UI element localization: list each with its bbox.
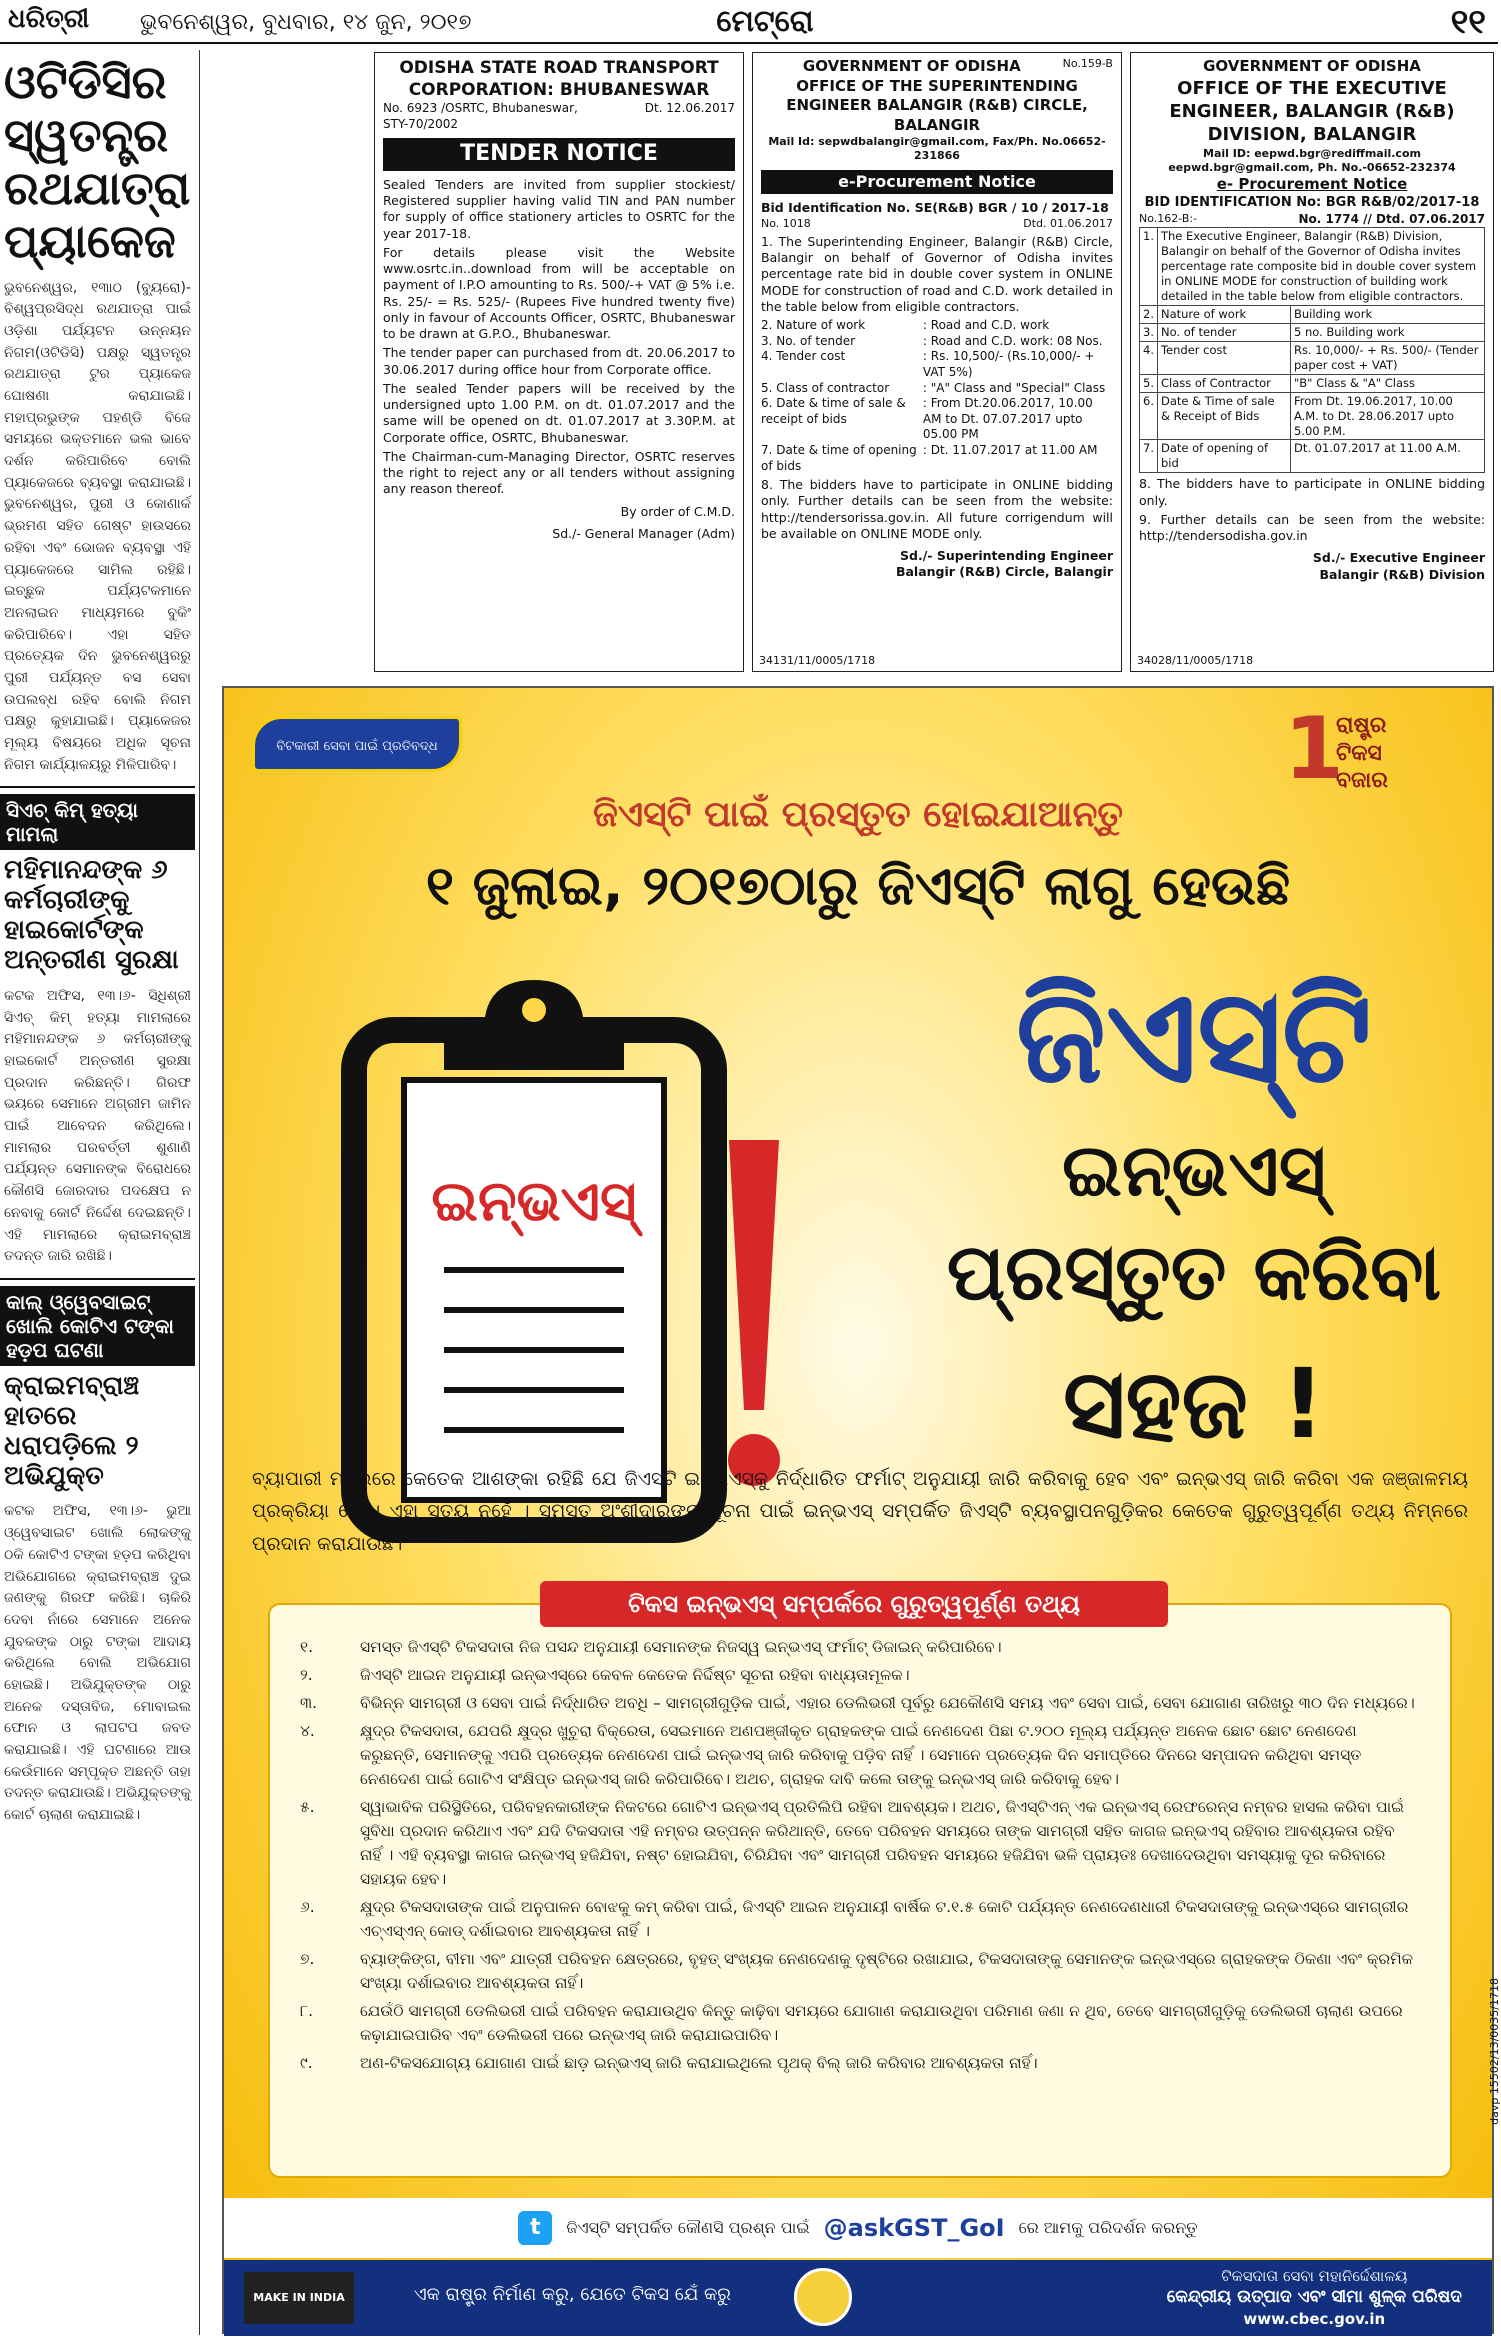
make-in-india-logo: MAKE IN INDIA xyxy=(244,2272,354,2324)
ad-headline: ୧ ଜୁଲାଇ, ୨୦୧୭ଠାରୁ ଜିଏସ୍‌ଟି ଲାଗୁ ହେଉଛି xyxy=(425,854,1291,917)
story3-body: କଟକ ଅଫିସ, ୧୩।୬- ଭୁଆ ଓ୍ୱେବସାଇଟ ଖୋଲି ଲୋକଙ୍କୁ ଠକି କୋଟିଏ ଟଙ୍କା ହଡ଼ପ କରିଥିବା ଅଭିଯୋଗରେ କ୍ରାଇମବ୍ରାଞ୍ଚ ଦୁଇ ଜଣଙ୍କୁ ଗିରଫ କରିଛି। ଚାକିରି ଦେବା ନାଁରେ ସେମାନେ ଅନେକ ଯୁବକଙ୍କ ଠାରୁ ଟଙ୍କା ଆଦାୟ କରିଥିଲେ ବୋଲି ଅଭିଯୋଗ ହୋଇଛି। ଅଭିଯୁକ୍ତଙ୍କ ଠାରୁ ଅନେକ ଦସ୍ତାବିଜ, ମୋବାଇଲ ଫୋନ ଓ ଲାପଟପ ଜବତ କରାଯାଇଛି। ଏହି ଘଟଣାରେ ଆଉ କେଉଁମାନେ ସମ୍ପୃକ୍ତ ଅଛନ୍ତି ତାହା ତଦନ୍ତ କରାଯାଉଛି। ଅଭିଯୁକ୍ତଙ୍କୁ କୋର୍ଟ ଚାଲାଣ କରାଯାଇଛି। xyxy=(4,1503,191,1824)
tender3-signature2: Balangir (R&B) Division xyxy=(1319,566,1485,582)
tender3-row-label: Date & Time of sale & Receipt of Bids xyxy=(1157,392,1290,440)
fact-item xyxy=(300,1795,1420,1891)
one-nation-tax-logo xyxy=(1276,699,1466,806)
tender3-table-row xyxy=(1140,341,1485,374)
big-prepare: ପ୍ରସ୍ତୁତ କରିବା xyxy=(946,1228,1442,1318)
tender-notice-osrtc xyxy=(374,52,744,672)
big-invoice: ଇନ୍‌ଭଏସ୍ xyxy=(1062,1128,1326,1212)
fact-number: ୩. xyxy=(300,1694,318,1713)
logo-line2: ଟିକସ xyxy=(1336,740,1382,766)
story2-headline: ମହିମାନନ୍ଦଙ୍କ ୬ କର୍ମଚାରୀଙ୍କୁ ହାଇକୋର୍ଟଙ୍କ ଅନ୍ତରୀଣ ସୁରକ୍ଷା xyxy=(4,855,179,976)
tender1-sty: STY-70/2002 xyxy=(383,116,459,131)
tender2-detail-row xyxy=(761,396,1113,443)
fact-number: ୯. xyxy=(300,2054,313,2073)
twitter-handle[interactable]: @askGST_GoI xyxy=(823,2214,1005,2242)
cbec-emblem-icon xyxy=(794,2268,852,2326)
tender3-row-num: 7. xyxy=(1140,440,1158,473)
fact-text: ବ୍ୟାଙ୍କିଙ୍ଗ, ବୀମା ଏବଂ ଯାତ୍ରୀ ପରିବହନ କ୍ଷେତ୍ରରେ, ବୃହତ୍ ସଂଖ୍ୟକ ନେଣଦେଣକୁ ଦୃଷ୍ଟିରେ ରଖାଯାଇ, ଟିକସଦାତାଙ୍କୁ ସେମାନଙ୍କ ଇନ୍‌ଭଏସ୍‌ରେ ଗ୍ରାହକଙ୍କ ଠିକଣା ଏବଂ କ୍ରମିକ ସଂଖ୍ୟା ଦର୍ଶାଇବାର ଆବଶ୍ୟକତା ନାହିଁ। xyxy=(360,1950,1414,1993)
tender2-detail-value: : "A" Class and "Special" Class xyxy=(922,380,1106,395)
story2-kicker: ସିଏଚ୍ କିମ୍ ହତ୍ୟା ମାମଲା xyxy=(0,794,195,850)
tender-notice-se-balangir xyxy=(752,52,1122,672)
tender2-detail-value: : Road and C.D. work xyxy=(922,318,1050,333)
twitter-bar xyxy=(224,2198,1492,2258)
tender2-detail-value: : From Dt.20.06.2017, 10.00 AM to Dt. 07.07.2017 upto 05.00 PM xyxy=(922,396,1093,442)
fact-number: ୭. xyxy=(300,1950,315,1969)
section-title: ମେଟ୍ରୋ xyxy=(700,4,830,39)
fact-number: ୨. xyxy=(300,1666,313,1685)
tender2-detail-label: 6. Date & time of sale & receipt of bids xyxy=(761,396,906,426)
tender1-para3: The tender paper can purchased from dt. 20.06.2017 to 30.06.2017 during office hour from Corporate office. xyxy=(383,345,735,377)
tender2-date: Dtd. 01.06.2017 xyxy=(1023,216,1113,230)
tender2-detail-row xyxy=(761,318,1113,334)
fact-number: ୬. xyxy=(300,1898,315,1917)
fact-item xyxy=(300,1719,1420,1791)
tender2-detail-row xyxy=(761,381,1113,397)
tender2-para8: 8. The bidders have to participate in ONLINE bidding only. Further details can be seen from the website: http://tendersorissa.gov.in. All future corrigendum will be available on ONLINE MODE only. xyxy=(761,477,1113,541)
fact-item xyxy=(300,1635,1420,1659)
tender1-para2: For details please visit the Website www.osrtc.in..download from will be acceptable on payment of I.P.O amounting to Rs. 500/-+ VAT @ 5% i.e. Rs. 25/- = Rs. 525/- (Rupees Five hundred twenty five) only in favour of Accounts Officer, OSRTC, Bhubaneswar to be drawn at G.P.O., Bhubaneswar. xyxy=(383,244,735,342)
tender3-row-num: 5. xyxy=(1140,374,1158,392)
tender2-gov: GOVERNMENT OF ODISHA xyxy=(802,57,1021,75)
ad-intro: ବ୍ୟାପାରୀ ମହଲରେ କେତେକ ଆଶଙ୍କା ରହିଛି ଯେ ଜିଏସ୍‌ଟି ଇନ୍‌ଭଏସ୍‌କୁ ନିର୍ଦ୍ଧାରିତ ଫର୍ମାଟ୍ ଅନୁଯାୟୀ ଜାରି କରିବାକୁ ହେବ ଏବଂ ଇନ୍‌ଭଏସ୍ ଜାରି କରିବା ଏକ ଜଞ୍ଜାଳମୟ ପ୍ରକ୍ରିୟା ହେବ। ଏହା ସତ୍ୟ ନୁହେଁ । ସମସ୍ତ ଅଂଶୀଦାରଙ୍କ ସୂଚନା ପାଇଁ ଇନ୍‌ଭଏସ୍ ସମ୍ପର୍କିତ ଜିଏସ୍‌ଟି ବ୍ୟବସ୍ଥାପନଗୁଡ଼ିକର କେତେକ ଗୁରୁତ୍ୱପୂର୍ଣ୍ଣ ତଥ୍ୟ ନିମ୍ନରେ ପ୍ରଦାନ କରାଯାଉଛି। xyxy=(252,1468,1468,1555)
fact-item xyxy=(300,1895,1420,1943)
tender2-top-row xyxy=(761,57,1113,77)
tender3-row-value: "B" Class & "A" Class xyxy=(1290,374,1484,392)
tender3-table-row xyxy=(1140,440,1485,473)
tender2-number: No. 1018 xyxy=(761,216,811,230)
tender3-mail1: Mail ID: eepwd.bgr@rediffmail.com xyxy=(1203,146,1421,160)
fact-text: ସ୍ୱାଭାବିକ ପରିସ୍ଥିତିରେ, ପରିବହନକାରୀଙ୍କ ନିକଟରେ ଗୋଟିଏ ଇନ୍‌ଭଏସ୍ ପ୍ରତିଲିପି ରହିବା ଆବଶ୍ୟକ। ଅଥଚ, ଜିଏସ୍‌ଟିଏନ୍ ଏକ ଇନ୍‌ଭଏସ୍ ରେଫରେନ୍ସ ନମ୍ବର ହାସଲ କରିବା ପାଇଁ ସୁବିଧା ପ୍ରଦାନ କରିଥାଏ ଏବଂ ଯଦି ଟିକସଦାତା ଏହି ନମ୍ବର ଉତ୍ପନ୍ନ କରିଥାନ୍ତି, ତେବେ ପରିବହନ ସମୟରେ ତାଙ୍କ ସାମଗ୍ରୀ ସହିତ କାଗଜ ଇନ୍‌ଭଏସ୍ ରହିବାର ଆବଶ୍ୟକତା ରହିବ ନାହିଁ । ଏହି ବ୍ୟବସ୍ଥା କାଗଜ ଇନ୍‌ଭଏସ୍ ହଜିଯିବା, ନଷ୍ଟ ହୋଇଯିବା, ଚିରିଯିବା ଏବଂ ସାମଗ୍ରୀ ପରିବହନ ସମୟରେ ହଜିଯିବା ଭଳି ପ୍ରାୟତଃ ଦେଖାଦେଉଥିବା ସମସ୍ୟାକୁ ଦୂର କରିବାରେ ସହାୟକ ହେବ। xyxy=(360,1798,1405,1889)
tender2-details xyxy=(761,318,1113,474)
tender3-para8: 8. The bidders have to participate in ONLINE bidding only. xyxy=(1139,476,1485,508)
tender3-number-row xyxy=(1139,212,1485,228)
fact-text: କ୍ଷୁଦ୍ର ଟିକସଦାତା, ଯେପରି କ୍ଷୁଦ୍ର ଖୁଚୁରା ବିକ୍ରେତା, ସେଇମାନେ ଅଣପଞ୍ଜୀକୃତ ଗ୍ରାହକଙ୍କ ପାଇଁ ନେଣଦେଣ ପିଛା ଟ.୨୦୦ ମୂଲ୍ୟ ପର୍ଯ୍ୟନ୍ତ ଅନେକ ଛୋଟ ଛୋଟ ନେଣଦେଣ କରୁଛନ୍ତି, ସେମାନଙ୍କୁ ଏପରି ପ୍ରତ୍ୟେକ ନେଣଦେଣ ପାଇଁ ଇନ୍‌ଭଏସ୍ ଜାରି କରିବାକୁ ପଡ଼ିବ ନାହିଁ । ସେମାନେ ପ୍ରତ୍ୟେକ ଦିନ ସମାପ୍ତିରେ ଦିନରେ ସମ୍ପାଦନ କରିଥିବା ସମସ୍ତ ନେଣଦେଣ ପାଇଁ ଗୋଟିଏ ସଂକ୍ଷିପ୍ତ ଇନ୍‌ଭଏସ୍ ଜାରି କରିପାରିବେ। ଅଥଚ, ଗ୍ରାହକ ଦାବି କଲେ ତାଙ୍କୁ ଇନ୍‌ଭଏସ୍ ଜାରି କରିବାକୁ ହେବ। xyxy=(360,1722,1362,1789)
tender3-intro-row xyxy=(1140,228,1485,306)
tender3-row-label: Class of Contractor xyxy=(1157,374,1290,392)
tender3-row-num: 3. xyxy=(1140,323,1158,341)
tender2-detail-row xyxy=(761,334,1113,350)
tender2-number-row xyxy=(761,217,1113,231)
tender2-detail-label: 4. Tender cost xyxy=(761,349,846,364)
tender2-signature2: Balangir (R&B) Circle, Balangir xyxy=(895,564,1113,580)
fact-number: ୫. xyxy=(300,1798,315,1817)
twitter-text: ଜିଏସ୍‌ଟି ସମ୍ପର୍କିତ କୌଣସି ପ୍ରଶ୍ନ ପାଇଁ xyxy=(566,2218,810,2237)
tender3-mail2: eepwd.bgr@gmail.com, Ph. No.-06652-232374 xyxy=(1168,160,1456,174)
fact-item xyxy=(300,1663,1420,1687)
story1-body: ଭୁବନେଶ୍ୱର, ୧୩ାଠ (ବ୍ୟୁରୋ)- ବିଶ୍ୱପ୍ରସିଦ୍ଧ ରଥଯାତ୍ରା ପାଇଁ ଓଡ଼ିଶା ପର୍ଯ୍ୟଟନ ଉନ୍ନୟନ ନିଗମ(ଓଟିଡିସି) ପକ୍ଷରୁ ସ୍ୱତନ୍ତ୍ର ରଥଯାତ୍ରା ଟୁର ପ୍ୟାକେଜ ଘୋଷଣା କରାଯାଇଛି। ମହାପ୍ରଭୁଙ୍କ ପହଣ୍ଡି ବିଜେ ସମୟରେ ଭକ୍ତମାନେ ଭଲ ଭାବେ ଦର୍ଶନ କରିପାରିବେ ବୋଲି ପ୍ୟାକେଜରେ ବ୍ୟବସ୍ଥା କରାଯାଇଛି। ଭୁବନେଶ୍ୱର, ପୁରୀ ଓ କୋଣାର୍କ ଭ୍ରମଣ ସହିତ ଗେଷ୍ଟ ହାଉସରେ ରହିବା ଏବଂ ଭୋଜନ ବ୍ୟବସ୍ଥା ଏହି ପ୍ୟାକେଜରେ ସାମିଲ ରହିଛି। ଇଚ୍ଛୁକ ପର୍ଯ୍ୟଟକମାନେ ଅନଲାଇନ ମାଧ୍ୟମରେ ବୁକିଂ କରିପାରିବେ। ଏହା ସହିତ ପ୍ରତ୍ୟେକ ଦିନ ଭୁବନେଶ୍ୱରରୁ ପୁରୀ ପର୍ଯ୍ୟନ୍ତ ବସ ସେବା ଉପଲବ୍ଧ ରହିବ ବୋଲି ନିଗମ ପକ୍ଷରୁ କୁହାଯାଇଛି। ପ୍ୟାକେଜର ମୂଲ୍ୟ ବିଷୟରେ ଅଧିକ ସୂଚନା ନିଗମ କାର୍ଯ୍ୟାଳୟରୁ ମିଳିପାରିବ। xyxy=(4,279,191,773)
tender3-row-value: Dt. 01.07.2017 at 11.00 A.M. xyxy=(1290,440,1484,473)
tender1-org-line1: ODISHA STATE ROAD TRANSPORT xyxy=(399,58,719,78)
fact-text: ବିଭିନ୍ନ ସାମଗ୍ରୀ ଓ ସେବା ପାଇଁ ନିର୍ଦ୍ଧାରିତ ଅବଧି – ସାମଗ୍ରୀଗୁଡ଼ିକ ପାଇଁ, ଏହାର ଡେଲିଭରୀ ପୂର୍ବରୁ ଯେକୌଣସି ସମୟ ଏବଂ ସେବା ପାଇଁ, ସେବା ଯୋଗାଣ ତାରିଖରୁ ୩୦ ଦିନ ମଧ୍ୟରେ। xyxy=(360,1694,1415,1713)
story1-headline: ଓଟିଡିସିର ସ୍ୱତନ୍ତ୍ର ରଥଯାତ୍ରା ପ୍ୟାକେଜ xyxy=(4,55,191,268)
tender3-row-label: Tender cost xyxy=(1157,341,1290,374)
tender2-ref: 34131/11/0005/1718 xyxy=(759,653,876,667)
fact-number: ୪. xyxy=(300,1722,315,1741)
tender1-number-row xyxy=(383,101,735,117)
tender3-row-num: 2. xyxy=(1140,305,1158,323)
fact-item xyxy=(300,2051,1420,2075)
tender3-table-row xyxy=(1140,392,1485,440)
logo-line3: ବଜାର xyxy=(1336,768,1388,793)
story3-kicker: କାଲ୍ ଓ୍ୱେବସାଇଟ୍ ଖୋଲି କୋଟିଏ ଟଙ୍କା ହଡ଼ପ ଘଟଣା xyxy=(0,1286,195,1366)
tender1-title-bar: TENDER NOTICE xyxy=(383,138,735,171)
tender3-signature1: Sd./- Executive Engineer xyxy=(1312,550,1485,566)
twitter-icon: t xyxy=(518,2211,552,2245)
fact-text: ଜିଏସ୍‌ଟି ଆଇନ ଅନୁଯାୟୀ ଇନ୍‌ଭଏସ୍‌ରେ କେବଳ କେତେକ ନିର୍ଦ୍ଦିଷ୍ଟ ସୂଚନା ରହିବା ବାଧ୍ୟତାମୂଳକ। xyxy=(360,1666,910,1685)
news-column xyxy=(0,50,200,2335)
tender3-row-value: Rs. 10,000/- + Rs. 500/- (Tender paper cost + VAT) xyxy=(1290,341,1484,374)
one-numeral-icon: 1 xyxy=(1284,699,1344,799)
footer-slogan: ଏକ ରାଷ୍ଟ୍ର ନିର୍ମାଣ କରୁ, ଯେତେ ଟିକସ ଯେଁ କରୁ xyxy=(414,2284,731,2305)
tender3-title: e- Procurement Notice xyxy=(1216,175,1408,194)
tender2-title-bar: e-Procurement Notice xyxy=(761,170,1113,195)
tender2-mail: Mail Id: sepwdbalangir@gmail.com, Fax/Ph. No.06652-231866 xyxy=(768,135,1106,163)
tender3-row-value: From Dt. 19.06.2017, 10.00 A.M. to Dt. 28.06.2017 upto 5.00 P.M. xyxy=(1290,392,1484,440)
tender-notice-ee-balangir xyxy=(1130,52,1494,672)
facts-list xyxy=(300,1635,1420,2075)
tender1-para1: Sealed Tenders are invited from supplier stockiest/ Registered supplier having valid TIN and PAN number for supply of office stationery articles to OSRTC for the year 2017-18. xyxy=(383,176,735,241)
masthead xyxy=(0,0,1498,44)
ad-tagline: ଜିଏସ୍‌ଟି ପାଇଁ ପ୍ରସ୍ତୁତ ହୋଇଯାଆନ୍ତୁ xyxy=(592,794,1124,835)
tender2-detail-value: : Rs. 10,500/- (Rs.10,000/- + VAT 5%) xyxy=(922,349,1095,379)
tender3-row-label: Date of opening of bid xyxy=(1157,440,1290,473)
fact-number: ୧. xyxy=(300,1638,314,1656)
tender2-detail-label: 2. Nature of work xyxy=(761,318,866,333)
tender2-detail-label: 3. No. of tender xyxy=(761,333,856,348)
tender1-signature: Sd./- General Manager (Adm) xyxy=(552,525,735,541)
footer-website[interactable]: www.cbec.gov.in xyxy=(1243,2310,1386,2329)
tender1-number: No. 6923 /OSRTC, Bhubaneswar, xyxy=(383,101,578,116)
page-number: ୧୧ xyxy=(1450,2,1486,42)
tender3-table-row xyxy=(1140,305,1485,323)
big-easy: ସହଜ ! xyxy=(1062,1348,1326,1460)
divider xyxy=(0,1278,195,1280)
tender3-table-row xyxy=(1140,323,1485,341)
tender3-para9: 9. Further details can be seen from the website: http://tendersodisha.gov.in xyxy=(1139,511,1485,544)
tender3-row-num: 6. xyxy=(1140,392,1158,440)
fact-text: ଯେଉଁଠି ସାମଗ୍ରୀ ଡେଲିଭରୀ ପାଇଁ ପରିବହନ କରାଯାଉଥିବ କିନ୍ତୁ କାଢ଼ିବା ସମୟରେ ଯୋଗାଣ କରାଯାଉଥିବା ପରିମାଣ ଜଣା ନ ଥିବ, ତେବେ ସାମଗ୍ରୀଗୁଡ଼ିକୁ ଡେଲିଭରୀ ଚାଲାଣ ଉପରେ କଢ଼ାଯାଇପାରିବ ଏବଂ ଡେଲିଭରୀ ପରେ ଇନ୍‌ଭଏସ୍ ଜାରି କରାଯାଇପାରିବ। xyxy=(360,2002,1403,2045)
footer-org xyxy=(1167,2266,1462,2329)
divider xyxy=(0,786,195,788)
fact-number: ୮. xyxy=(300,2002,314,2021)
tender2-detail-row xyxy=(761,349,1113,380)
fact-text: କ୍ଷୁଦ୍ର ଟିକସଦାତାଙ୍କ ପାଇଁ ଅନୁପାଳନ ବୋଝକୁ କମ୍ କରିବା ପାଇଁ, ଜିଏସ୍‌ଟି ଆଇନ ଅନୁଯାୟୀ ବାର୍ଷିକ ଟ.୧.୫ କୋଟି ପର୍ଯ୍ୟନ୍ତ ନେଣଦେଣଧାରୀ ଟିକସଦାତାଙ୍କୁ ଇନ୍‌ଭଏସ୍‌ରେ ସାମଗ୍ରୀର ଏଚ୍‌ଏସ୍‌ଏନ୍ କୋଡ୍ ଦର୍ଶାଇବାର ଆବଶ୍ୟକତା ନାହିଁ । xyxy=(360,1898,1409,1941)
tender1-para4: The sealed Tender papers will be received by the undersigned upto 1.00 P.M. on dt. 01.07.2017 and the same will be opened on dt. 01.07.2017 at 3.30P.M. at Corporate office, OSRTC, Bhubaneswar. xyxy=(383,380,735,445)
logo-text xyxy=(1336,712,1388,795)
tender3-gov: GOVERNMENT OF ODISHA xyxy=(1203,57,1421,75)
tender3-table xyxy=(1139,227,1485,473)
tender3-row-value: Building work xyxy=(1290,305,1484,323)
twitter-tail: ରେ ଆମକୁ ପରିଦର୍ଶନ କରନ୍ତୁ xyxy=(1018,2218,1198,2237)
tender3-row-label: No. of tender xyxy=(1157,323,1290,341)
tender3-office: OFFICE OF THE EXECUTIVE ENGINEER, BALANGIR (R&B) DIVISION, BALANGIR xyxy=(1169,77,1455,146)
tender3-intro: The Executive Engineer, Balangir (R&B) Division, Balangir on behalf of the Governor of Odisha invites percentage rate composite bid in double cover system in ONLINE MODE for construction of building work detailed in the table below from eligible contractors. xyxy=(1157,228,1484,306)
tender2-detail-row xyxy=(761,443,1113,474)
taxpayer-service-badge: ବିଟକାରୀ ସେବା ପାଇଁ ପ୍ରତିବଦ୍ଧ xyxy=(252,716,462,772)
tender3-intro-num: 1. xyxy=(1140,228,1158,306)
tender3-bid-id: BID IDENTIFICATION No: BGR R&B/02/2017-18 xyxy=(1144,194,1480,210)
facts-box xyxy=(268,1603,1452,2178)
newspaper-brand: ଧରିତ୍ରୀ xyxy=(8,4,90,34)
tender3-number: No. 1774 // Dtd. 07.06.2017 xyxy=(1298,211,1485,226)
tender2-office: OFFICE OF THE SUPERINTENDING ENGINEER BALANGIR (R&B) CIRCLE, BALANGIR xyxy=(786,76,1088,134)
tender1-para5: The Chairman-cum-Managing Director, OSRTC reserves the right to reject any or all tenders without assigning any reason thereof. xyxy=(383,448,735,497)
fact-item xyxy=(300,1999,1420,2047)
footer-org-line1: ଟିକସଦାତା ସେବା ମହାନିର୍ଦ୍ଦେଶାଳୟ xyxy=(1221,2267,1408,2285)
tender3-row-label: Nature of work xyxy=(1157,305,1290,323)
issue-date: ଭୁବନେଶ୍ୱର, ବୁଧବାର, ୧୪ ଜୁନ, ୨୦୧୭ xyxy=(140,10,472,35)
tender2-para1: 1. The Superintending Engineer, Balangir (R&B) Circle, Balangir on behalf of Governor of Odisha invites percentage rate bid in double cover system in ONLINE MODE for construction of road and C.D. work detailed in the table below from eligible contractors. xyxy=(761,233,1113,314)
davp-reference: davp 15502/13/0035/1718 xyxy=(1488,1978,1501,2125)
ad-footer xyxy=(224,2260,1492,2336)
fact-item xyxy=(300,1947,1420,1995)
tender1-sty-row xyxy=(383,117,735,133)
tender2-detail-label: 5. Class of contractor xyxy=(761,380,890,395)
tender2-detail-value: : Dt. 11.07.2017 at 11.00 AM xyxy=(922,442,1098,457)
tender2-no-top: No.159-B xyxy=(1062,57,1113,70)
big-gst: ଜିଏସ୍‌ଟି xyxy=(1015,960,1373,1112)
facts-heading: ଟିକସ ଇନ୍‌ଭଏସ୍ ସମ୍ପର୍କରେ ଗୁରୁତ୍ୱପୂର୍ଣ୍ଣ ତଥ୍ୟ xyxy=(540,1581,1168,1627)
fact-text: ସମସ୍ତ ଜିଏସ୍‌ଟି ଟିକସଦାତା ନିଜ ପସନ୍ଦ ଅନୁଯାୟୀ ସେମାନଙ୍କ ନିଜସ୍ୱ ଇନ୍‌ଭଏସ୍ ଫର୍ମାଟ୍ ଡିଜାଇନ୍ କରିପାରିବେ। xyxy=(360,1638,1002,1656)
fact-item xyxy=(300,1691,1420,1715)
tender2-detail-value: : Road and C.D. work: 08 Nos. xyxy=(922,333,1103,348)
tender2-bid-id: Bid Identification No. SE(R&B) BGR / 10 / 2017-18 xyxy=(761,200,1109,216)
clipboard-invoice-label: ଇନ୍‌ଭଏସ୍ xyxy=(431,1169,637,1234)
story2-body: କଟକ ଅଫିସ, ୧୩।୬- ସିଧିଶ୍ରୀ ସିଏଚ୍ କିମ୍ ହତ୍ୟା ମାମଲାରେ ମହିମାନନ୍ଦଙ୍କ ୬ କର୍ମଚାରୀଙ୍କୁ ହାଇକୋର୍ଟ ଅନ୍ତରୀଣ ସୁରକ୍ଷା ପ୍ରଦାନ କରିଛନ୍ତି। ଗିରଫ ଭୟରେ ସେମାନେ ଅଗ୍ରୀମ ଜାମିନ ପାଇଁ ଆବେଦନ କରିଥିଲେ। ମାମଲାର ପରବର୍ତ୍ତୀ ଶୁଣାଣି ପର୍ଯ୍ୟନ୍ତ ସେମାନଙ୍କ ବିରୋଧରେ କୌଣସି ଜୋରଦାର ପଦକ୍ଷେପ ନ ନେବାକୁ କୋର୍ଟ ନିର୍ଦ୍ଦେଶ ଦେଇଛନ୍ତି। ଏହି ମାମଲାରେ କ୍ରାଇମବ୍ରାଞ୍ଚ ତଦନ୍ତ ଜାରି ରଖିଛି। xyxy=(4,987,191,1265)
fact-text: ଅଣ-ଟିକସଯୋଗ୍ୟ ଯୋଗାଣ ପାଇଁ ଛାଡ଼ ଇନ୍‌ଭଏସ୍ ଜାରି କରାଯାଇଥିଲେ ପୃଥକ୍ ବିଲ୍ ଜାରି କରିବାର ଆବଶ୍ୟକତା ନାହିଁ। xyxy=(360,2054,1038,2073)
gst-advertisement xyxy=(222,686,1501,2334)
tender3-row-value: 5 no. Building work xyxy=(1290,323,1484,341)
logo-line1: ରାଷ୍ଟ୍ର xyxy=(1336,713,1387,738)
tender1-order: By order of C.M.D. xyxy=(620,503,735,519)
tender1-org-line2: CORPORATION: BHUBANESWAR xyxy=(408,80,710,101)
tender2-detail-label: 7. Date & time of opening of bids xyxy=(761,442,917,473)
tender3-row-num: 4. xyxy=(1140,341,1158,374)
tender3-no-left: No.162-B:- xyxy=(1139,211,1198,225)
footer-org-line2: କେନ୍ଦ୍ରୀୟ ଉତ୍ପାଦ ଏବଂ ସୀମା ଶୁଳ୍କ ପରିଷଦ xyxy=(1166,2287,1462,2308)
tender3-ref: 34028/11/0005/1718 xyxy=(1137,653,1254,667)
story3-headline: କ୍ରାଇମବ୍ରାଞ୍ଚ ହାତରେ ଧରାପଡ଼ିଲେ ୨ ଅଭିଯୁକ୍ତ xyxy=(4,1370,140,1491)
tender2-signature1: Sd./- Superintending Engineer xyxy=(900,548,1113,564)
tender1-date: Dt. 12.06.2017 xyxy=(644,101,735,116)
tender3-table-row xyxy=(1140,374,1485,392)
